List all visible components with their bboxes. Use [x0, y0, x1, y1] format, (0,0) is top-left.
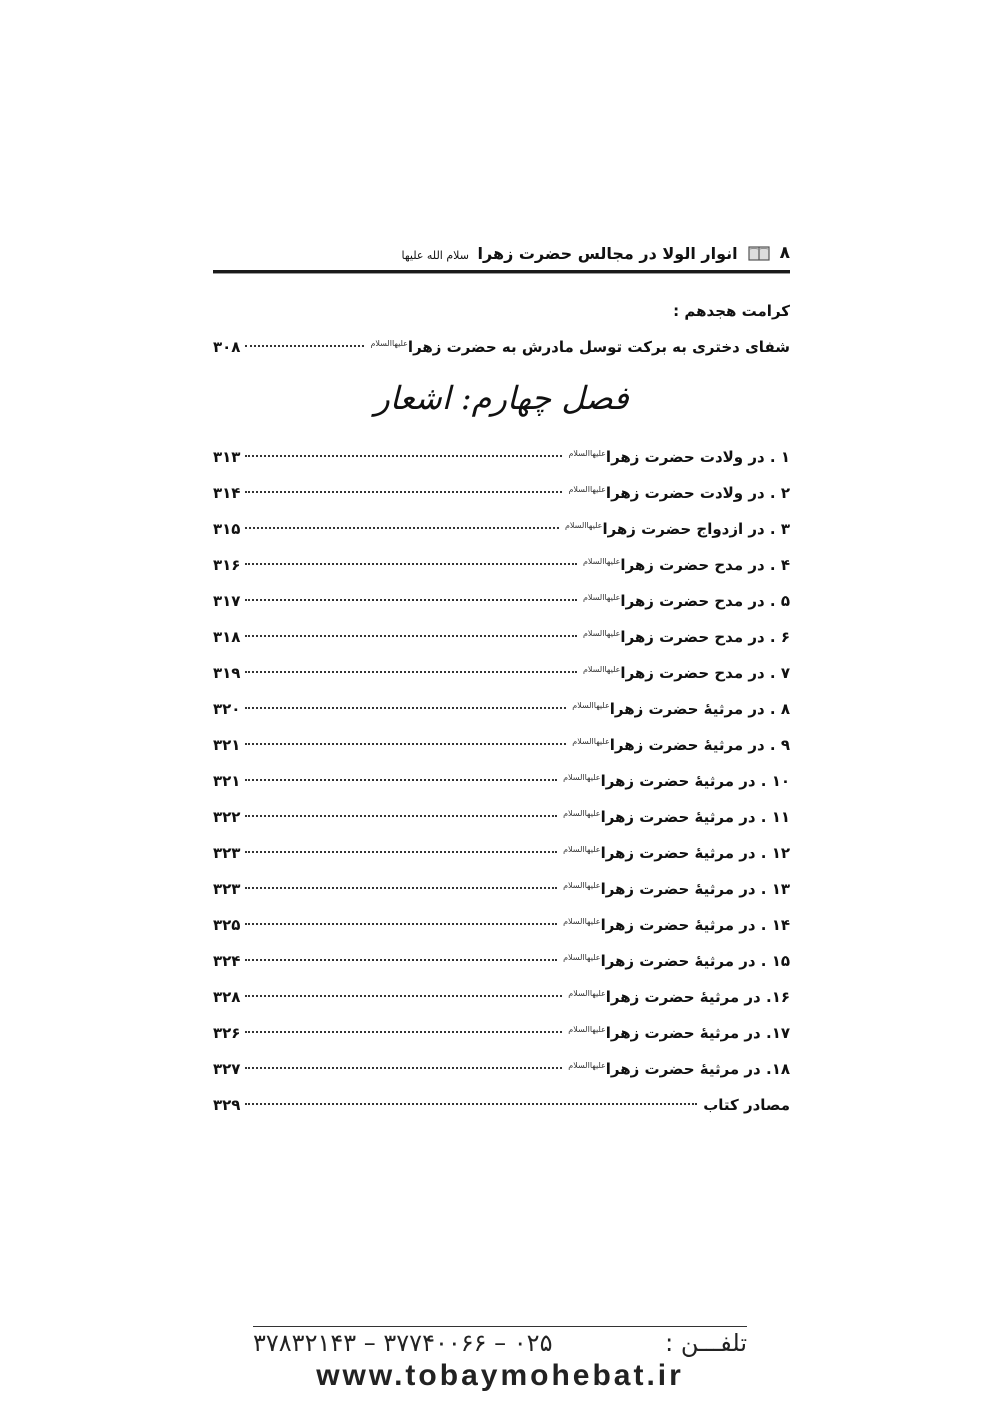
dot-leader	[245, 670, 577, 673]
toc-entry[interactable]	[213, 1084, 790, 1120]
toc-entry[interactable]	[213, 1012, 790, 1048]
honorific-glyph: علیهاالسلام	[582, 593, 621, 602]
toc-entry-title	[566, 436, 790, 475]
footer-phone	[253, 1328, 747, 1358]
toc-entry[interactable]	[213, 688, 790, 724]
toc-page-number: ۳۰۸	[213, 338, 241, 356]
toc-page-number: ۳۲۱	[213, 772, 241, 790]
toc-entry-title-text: ۱ . در ولادت حضرت زهرا	[605, 448, 790, 466]
toc-entry-title	[701, 1084, 790, 1123]
toc-entry[interactable]	[213, 580, 790, 616]
dot-leader	[245, 526, 559, 529]
toc-entry[interactable]	[213, 1048, 790, 1084]
toc-entry[interactable]	[213, 904, 790, 940]
honorific-glyph: علیهاالسلام	[563, 845, 601, 854]
honorific-glyph: علیهاالسلام	[563, 953, 601, 962]
toc-entries-list	[213, 436, 790, 1120]
phone-label: تلفـــن :	[665, 1329, 747, 1357]
toc-entry[interactable]	[213, 976, 790, 1012]
dot-leader	[245, 1030, 562, 1033]
book-title	[401, 244, 737, 263]
toc-entry-title	[561, 868, 790, 907]
toc-page-number: ۳۲۵	[213, 916, 241, 934]
dot-leader	[245, 742, 566, 745]
honorific-glyph: علیهاالسلام	[568, 1025, 606, 1034]
dot-leader	[245, 994, 562, 997]
book-icon	[748, 246, 770, 261]
toc-entry-title-text: ۱۱ . در مرثیهٔ حضرت زهرا	[600, 808, 790, 826]
book-title-text: انوار الولا در مجالس حضرت زهرا	[477, 243, 738, 263]
toc-entry[interactable]	[213, 724, 790, 760]
dot-leader	[245, 922, 557, 925]
honorific-glyph: علیهاالسلام	[568, 485, 606, 494]
toc-entry-title-text: ۱۳ . در مرثیهٔ حضرت زهرا	[600, 880, 790, 898]
toc-entry[interactable]	[213, 832, 790, 868]
honorific-glyph: علیهاالسلام	[563, 917, 601, 926]
honorific-glyph: علیهاالسلام	[568, 449, 606, 458]
toc-entry-title-text: ۱۰ . در مرثیهٔ حضرت زهرا	[600, 772, 790, 790]
toc-page-number: ۳۱۵	[213, 520, 241, 538]
toc-entry-title	[566, 1012, 790, 1051]
toc-entry[interactable]	[213, 544, 790, 580]
honorific-glyph: علیهاالسلام	[563, 773, 601, 782]
toc-page-number: ۳۲۷	[213, 1060, 241, 1078]
honorific-glyph: علیهاالسلام	[563, 809, 601, 818]
toc-entry[interactable]	[213, 436, 790, 472]
toc-page-number: ۳۲۲	[213, 808, 241, 826]
toc-page-number: ۳۲۳	[213, 844, 241, 862]
phone-numbers: ۰۲۵ – ۳۷۷۴۰۰۶۶ – ۳۷۸۳۲۱۴۳	[253, 1329, 553, 1357]
table-of-contents	[213, 296, 790, 1120]
toc-entry-title-text: ۱۲ . در مرثیهٔ حضرت زهرا	[600, 844, 790, 862]
toc-entry-title-text: شفای دختری به برکت توسل مادرش به حضرت زهرا	[407, 338, 790, 356]
honorific-glyph: علیهاالسلام	[568, 989, 606, 998]
book-title-honorific: سلام الله علیها	[401, 248, 469, 262]
website-link[interactable]: www.tobaymohebat.ir	[316, 1359, 684, 1392]
toc-page-number: ۳۱۶	[213, 556, 241, 574]
dot-leader	[245, 634, 577, 637]
honorific-glyph: علیهاالسلام	[568, 1061, 606, 1070]
toc-page-number: ۳۲۳	[213, 880, 241, 898]
toc-entry-title-text: ۶ . در مدح حضرت زهرا	[620, 628, 790, 646]
dot-leader	[245, 814, 557, 817]
toc-entry-title	[566, 472, 790, 511]
toc-entry-title	[563, 508, 790, 547]
toc-entry[interactable]	[213, 760, 790, 796]
section-label: کرامت هجدهم :	[673, 302, 790, 320]
dot-leader	[245, 886, 557, 889]
toc-entry[interactable]	[213, 868, 790, 904]
honorific-glyph: علیهاالسلام	[572, 737, 610, 746]
toc-entry-title-text: ۴ . در مدح حضرت زهرا	[620, 556, 790, 574]
honorific-glyph: علیهاالسلام	[582, 557, 621, 566]
toc-entry-title	[570, 724, 790, 763]
toc-entry[interactable]	[213, 796, 790, 832]
toc-entry[interactable]	[213, 326, 790, 362]
toc-entry-title	[581, 544, 790, 583]
toc-entry-title-text: ۱۶. در مرثیهٔ حضرت زهرا	[605, 988, 790, 1006]
honorific-glyph: علیهاالسلام	[564, 521, 603, 530]
toc-entry-title-text: ۱۷. در مرثیهٔ حضرت زهرا	[605, 1024, 790, 1042]
dot-leader	[245, 1102, 697, 1105]
toc-entry[interactable]	[213, 472, 790, 508]
dot-leader	[245, 1066, 562, 1069]
toc-entry[interactable]	[213, 940, 790, 976]
honorific-glyph: علیهاالسلام	[582, 665, 621, 674]
page-number: ۸	[779, 243, 790, 263]
toc-entry-title-text: ۳ . در ازدواج حضرت زهرا	[602, 520, 790, 538]
toc-entry-title-text: ۸ . در مرثیهٔ حضرت زهرا	[609, 700, 790, 718]
toc-page-number: ۳۲۱	[213, 736, 241, 754]
dot-leader	[245, 344, 364, 347]
dot-leader	[245, 706, 566, 709]
toc-entry-title-text: ۱۸. در مرثیهٔ حضرت زهرا	[605, 1060, 790, 1078]
toc-page-number: ۳۱۸	[213, 628, 241, 646]
dot-leader	[245, 562, 577, 565]
toc-entry-title-text: ۹ . در مرثیهٔ حضرت زهرا	[609, 736, 790, 754]
toc-entry-title	[566, 976, 790, 1015]
toc-page-number: ۳۲۴	[213, 952, 241, 970]
toc-page-number: ۳۲۸	[213, 988, 241, 1006]
toc-entry-title	[561, 832, 790, 871]
toc-page-number: ۳۲۰	[213, 700, 241, 718]
toc-page-number: ۳۱۴	[213, 484, 241, 502]
toc-entry-title	[581, 652, 790, 691]
toc-entry-title	[368, 326, 790, 365]
toc-entry-title-text: ۱۵ . در مرثیهٔ حضرت زهرا	[600, 952, 790, 970]
dot-leader	[245, 958, 557, 961]
honorific-glyph: علیهاالسلام	[370, 339, 408, 348]
toc-entry[interactable]	[213, 652, 790, 688]
toc-entry-title	[561, 904, 790, 943]
toc-entry-title	[561, 760, 790, 799]
running-header	[213, 238, 790, 268]
toc-entry-title	[566, 1048, 790, 1087]
honorific-glyph: علیهاالسلام	[563, 881, 601, 890]
toc-entry-title	[581, 616, 790, 655]
chapter-title: فصل چهارم: اشعار	[374, 379, 629, 417]
toc-entry-title-text: ۷ . در مدح حضرت زهرا	[620, 664, 790, 682]
toc-page-number: ۳۲۶	[213, 1024, 241, 1042]
dot-leader	[245, 454, 562, 457]
toc-entry-title	[561, 940, 790, 979]
honorific-glyph: علیهاالسلام	[572, 701, 610, 710]
toc-entry[interactable]	[213, 616, 790, 652]
toc-entry-title-text: مصادر کتاب	[703, 1096, 790, 1114]
header-divider	[213, 270, 790, 273]
toc-page-number: ۳۱۳	[213, 448, 241, 466]
toc-page-number: ۳۱۷	[213, 592, 241, 610]
toc-entry[interactable]	[213, 508, 790, 544]
toc-entry-title	[570, 688, 790, 727]
footer-divider	[253, 1326, 747, 1327]
toc-entry-title	[561, 796, 790, 835]
honorific-glyph: علیهاالسلام	[582, 629, 621, 638]
toc-entry-title-text: ۵ . در مدح حضرت زهرا	[620, 592, 790, 610]
dot-leader	[245, 850, 557, 853]
dot-leader	[245, 778, 557, 781]
dot-leader	[245, 598, 577, 601]
toc-entry-title-text: ۱۴ . در مرثیهٔ حضرت زهرا	[600, 916, 790, 934]
toc-page-number: ۳۲۹	[213, 1096, 241, 1114]
toc-entry-title	[581, 580, 790, 619]
toc-page-number: ۳۱۹	[213, 664, 241, 682]
dot-leader	[245, 490, 562, 493]
toc-entry-title-text: ۲ . در ولادت حضرت زهرا	[605, 484, 790, 502]
